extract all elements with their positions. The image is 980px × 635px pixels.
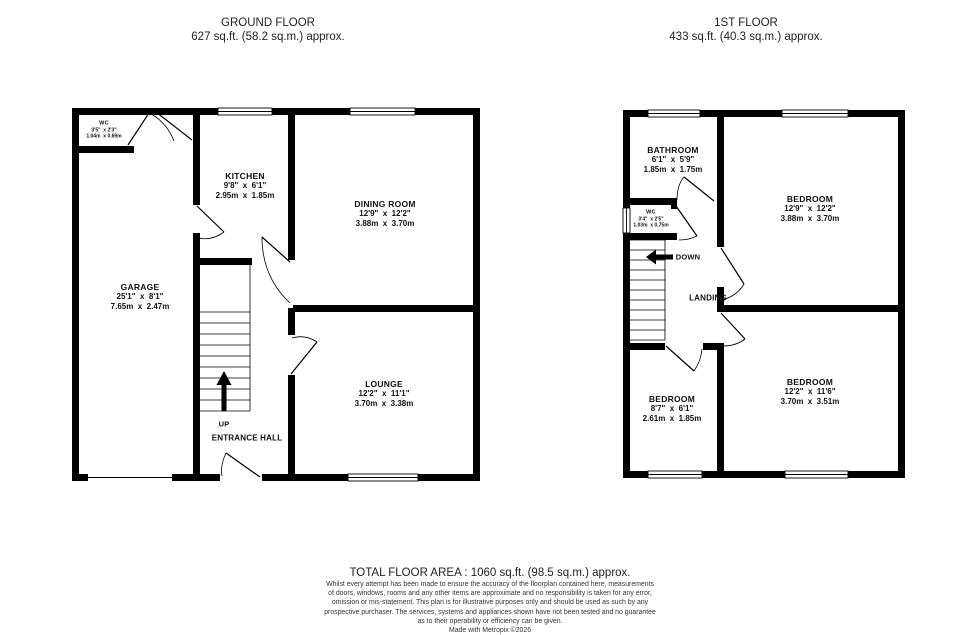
first-floor-area-text: 433 sq.ft. (40.3 sq.m.) approx. (669, 31, 823, 43)
room-label-bedroom-back-left: BEDROOM 8'7" x 6'1" 2.61m x 1.85m (642, 394, 702, 423)
bedroom-front-window (782, 110, 848, 117)
room-label-wc-ground: WC 3'5" x 2'3" 1.04m x 0.69m (86, 120, 122, 140)
ground-floor-area-text: 627 sq.ft. (58.2 sq.m.) approx. (191, 31, 345, 43)
room-label-bedroom-front: BEDROOM 12'9" x 12'2" 3.88m x 3.70m (780, 194, 840, 223)
first-doors (666, 177, 745, 371)
entrance-hall-label: ENTRANCE HALL (211, 433, 283, 443)
wc-side-window (623, 208, 630, 233)
up-label: UP (218, 419, 230, 429)
room-label-kitchen: KITCHEN 9'8" x 6'1" 2.95m x 1.85m (215, 171, 275, 200)
bathroom-window (648, 110, 700, 117)
room-label-dining-room: DINING ROOM 12'9" x 12'2" 3.88m x 3.70m (354, 199, 416, 228)
down-arrow-icon (646, 250, 673, 265)
room-label-bedroom-back-right: BEDROOM 12'2" x 11'6" 3.70m x 3.51m (780, 377, 840, 406)
room-label-lounge: LOUNGE 12'2" x 11'1" 3.70m x 3.38m (354, 379, 414, 408)
metropix-credit: Made with Metropix ©2026 (448, 627, 532, 635)
first-floor-title (669, 16, 822, 44)
lounge-window (348, 474, 418, 481)
total-floor-area: TOTAL FLOOR AREA : 1060 sq.ft. (98.5 sq.m.) approx. (349, 567, 631, 579)
kitchen-window (218, 108, 272, 115)
landing-label: LANDING (689, 293, 727, 303)
disclaimer-line: of doors, windows, rooms and any other items are approximate and no responsibility is taken for any error, (328, 590, 652, 598)
room-label-wc-first: WC 3'4" x 2'5" 1.03m x 0.75m (633, 209, 669, 229)
down-label: DOWN (675, 252, 701, 262)
room-label-bathroom: BATHROOM 6'1" x 5'9" 1.85m x 1.75m (643, 145, 703, 174)
ground-floor-title-text: GROUND FLOOR (221, 17, 315, 29)
ground-floor-title (191, 16, 344, 44)
bedroom-back-left-window (648, 471, 702, 478)
dining-window (350, 108, 415, 115)
disclaimer-line: prospective purchaser. The services, systems and appliances shown have not been tested and no guarantee (324, 608, 656, 616)
up-arrow-icon (217, 371, 232, 411)
disclaimer-line: as to their operability or efficiency can be given. (417, 617, 563, 625)
first-floor-title-text: 1ST FLOOR (714, 17, 778, 29)
bedroom-back-right-window (785, 471, 848, 478)
disclaimer-line: omission or mis-statement. This plan is for illustrative purposes only and should be used as such by any (331, 599, 649, 607)
disclaimer-line: Whilst every attempt has been made to ensure the accuracy of the floorplan contained here, measurements (326, 581, 654, 588)
footer (0, 566, 980, 635)
room-label-garage: GARAGE 25'1" x 8'1" 7.65m x 2.47m (110, 282, 170, 311)
